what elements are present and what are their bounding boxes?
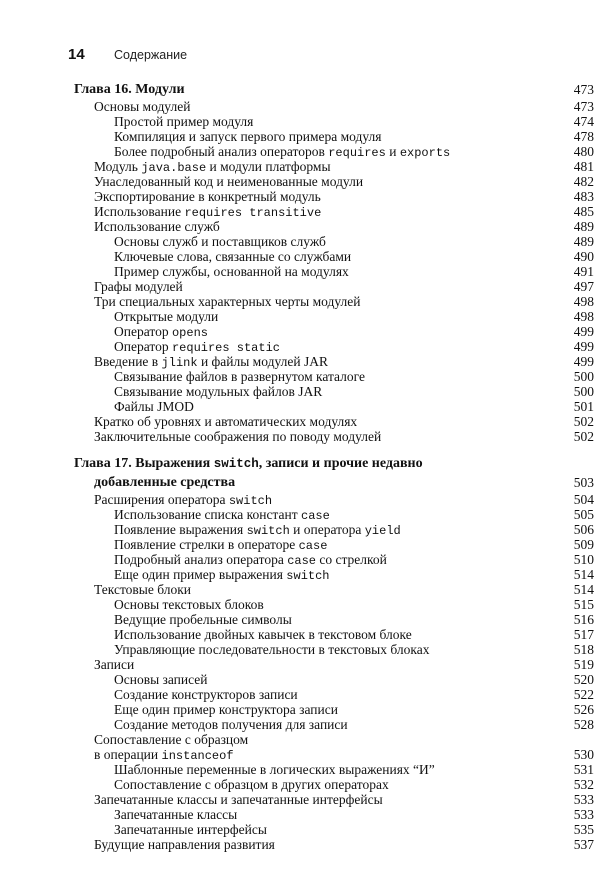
toc-entry: Оператор requires static 499 [114, 339, 594, 355]
toc-entry: Графы модулей 497 [94, 279, 594, 294]
toc-entry: Связывание файлов в развернутом каталоге 500 [114, 369, 594, 384]
toc-entry: Сопоставление с образцом [94, 732, 249, 747]
toc-entry: Еще один пример конструктора записи 526 [114, 702, 594, 717]
chapter-spacer [74, 444, 594, 454]
chapter-title: Глава 16. Модули [74, 82, 185, 97]
toc-entry: Оператор opens 499 [114, 324, 594, 340]
toc-entry: Записи 519 [94, 657, 594, 672]
toc-entry: Запечатанные классы и запечатанные интерфейсы 533 [94, 792, 594, 807]
toc-entry: Появление выражения switch и оператора yield 506 [114, 522, 594, 538]
toc-entry: Основы текстовых блоков 515 [114, 597, 594, 612]
toc-entry: Пример службы, основанной на модулях 491 [114, 264, 594, 279]
toc-entry: Файлы JMOD 501 [114, 399, 594, 414]
toc-entry: Заключительные соображения по поводу модулей 502 [94, 429, 594, 444]
toc-entry: Расширения оператора switch 504 [94, 492, 594, 508]
toc-entry: Запечатанные интерфейсы 535 [114, 822, 594, 837]
toc-entry: Шаблонные переменные в логических выражениях “И” 531 [114, 762, 594, 777]
toc-entry: Связывание модульных файлов JAR 500 [114, 384, 594, 399]
toc-entry: Унаследованный код и неименованные модули 482 [94, 174, 594, 189]
toc-entry: Использование двойных кавычек в текстовом блоке 517 [114, 627, 594, 642]
toc-entry: Кратко об уровнях и автоматических модулях 502 [94, 414, 594, 429]
toc-entry: Использование requires transitive 485 [94, 204, 594, 220]
toc-entry: Модуль java.base и модули платформы 481 [94, 159, 594, 175]
toc-entry: Три специальных характерных черты модулей 498 [94, 294, 594, 309]
toc-entry: Основы служб и поставщиков служб 489 [114, 234, 594, 249]
toc-entry: Еще один пример выражения switch 514 [114, 567, 594, 583]
toc-entry: Запечатанные классы 533 [114, 807, 594, 822]
toc-entry: Основы записей 520 [114, 672, 594, 687]
toc-entry: Появление стрелки в операторе case 509 [114, 537, 594, 553]
toc-entry: Текстовые блоки 514 [94, 582, 594, 597]
chapter-17-heading [74, 454, 594, 473]
toc-entry: Экспортирование в конкретный модуль 483 [94, 189, 594, 204]
toc-entry: Использование списка констант case 505 [114, 507, 594, 523]
chapter-title: Глава 17. Выражения switch, записи и прочие недавно [74, 456, 423, 471]
toc-entry: Введение в jlink и файлы модулей JAR 499 [94, 354, 594, 370]
running-title: Содержание [114, 48, 188, 62]
page-number: 14 [68, 46, 85, 63]
toc-entry: Простой пример модуля 474 [114, 114, 594, 129]
page-ref: 473 [573, 82, 594, 97]
toc-entry: Сопоставление с образцом в других операторах 532 [114, 777, 594, 792]
toc-entry: Компиляция и запуск первого примера модуля 478 [114, 129, 594, 144]
toc-entry: Управляющие последовательности в текстовых блоках 518 [114, 642, 594, 657]
toc-entry: Ключевые слова, связанные со службами 490 [114, 249, 594, 264]
toc-entry-continued: в операции instanceof 530 [94, 747, 594, 763]
toc-entry: Создание методов получения для записи 528 [114, 717, 594, 732]
toc-entry: Подробный анализ оператора case со стрелкой 510 [114, 552, 594, 568]
page-ref: 503 [573, 475, 594, 490]
toc-entry: Более подробный анализ операторов requires и exports 480 [114, 144, 594, 160]
toc-entry: Основы модулей 473 [94, 99, 594, 114]
table-of-contents [74, 80, 594, 852]
chapter-17-heading-line2: добавленные средства 503 [94, 475, 594, 490]
toc-entry: Открытые модули 498 [114, 309, 594, 324]
toc-entry: Будущие направления развития 537 [94, 837, 594, 852]
toc-entry: Ведущие пробельные символы 516 [114, 612, 594, 627]
chapter-16-heading [74, 80, 594, 99]
toc-entry: Использование служб 489 [94, 219, 594, 234]
toc-entry: Создание конструкторов записи 522 [114, 687, 594, 702]
